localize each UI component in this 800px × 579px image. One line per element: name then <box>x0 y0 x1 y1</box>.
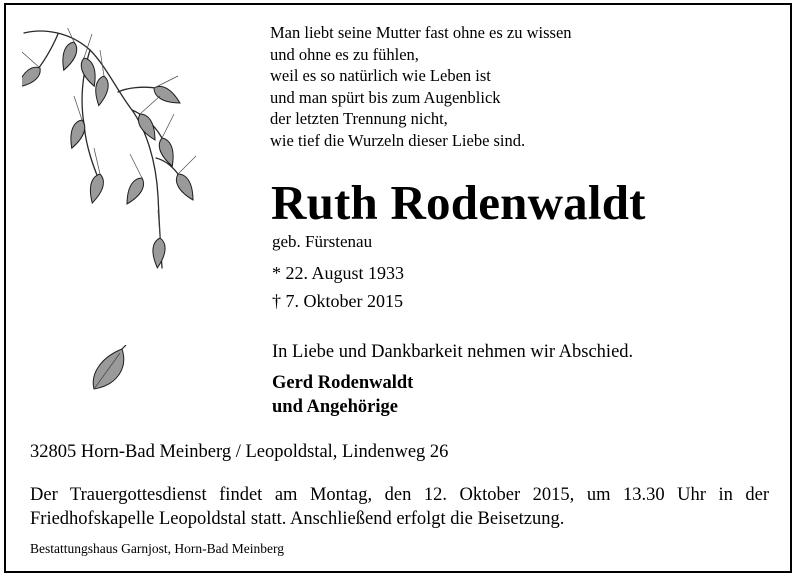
deceased-name: Ruth Rodenwaldt <box>271 175 646 230</box>
birth-date: * 22. August 1933 <box>272 263 405 283</box>
poem-line: wie tief die Wurzeln dieser Liebe sind. <box>270 130 526 150</box>
memorial-poem <box>270 22 572 151</box>
falling-leaf-icon <box>88 345 133 395</box>
poem-line: und man spürt bis zum Augenblick <box>270 87 501 107</box>
birch-branch-icon <box>22 28 197 283</box>
birth-name: geb. Fürstenau <box>272 232 373 251</box>
farewell-message: In Liebe und Dankbarkeit nehmen wir Abschied. <box>272 342 634 362</box>
poem-line: und ohne es zu fühlen, <box>270 44 419 64</box>
service-announcement: Der Trauergottesdienst findet am Montag, den 12. Oktober 2015, um 13.30 Uhr in der Friedhofskapelle Leopoldstal statt. Anschließend erfolgt die Beisetzung. <box>30 485 769 529</box>
poem-line: der letzten Trennung nicht, <box>270 109 448 128</box>
mourner-name: Gerd Rodenwaldt <box>272 373 414 393</box>
death-date: † 7. Oktober 2015 <box>272 291 403 311</box>
poem-line: weil es so natürlich wie Leben ist <box>270 66 491 85</box>
mourner-relatives: und Angehörige <box>272 397 398 417</box>
poem-line: Man liebt seine Mutter fast ohne es zu wissen <box>270 23 572 42</box>
mourner-address: 32805 Horn-Bad Meinberg / Leopoldstal, Lindenweg 26 <box>30 442 449 462</box>
funeral-home: Bestattungshaus Garnjost, Horn-Bad Meinberg <box>30 541 284 556</box>
